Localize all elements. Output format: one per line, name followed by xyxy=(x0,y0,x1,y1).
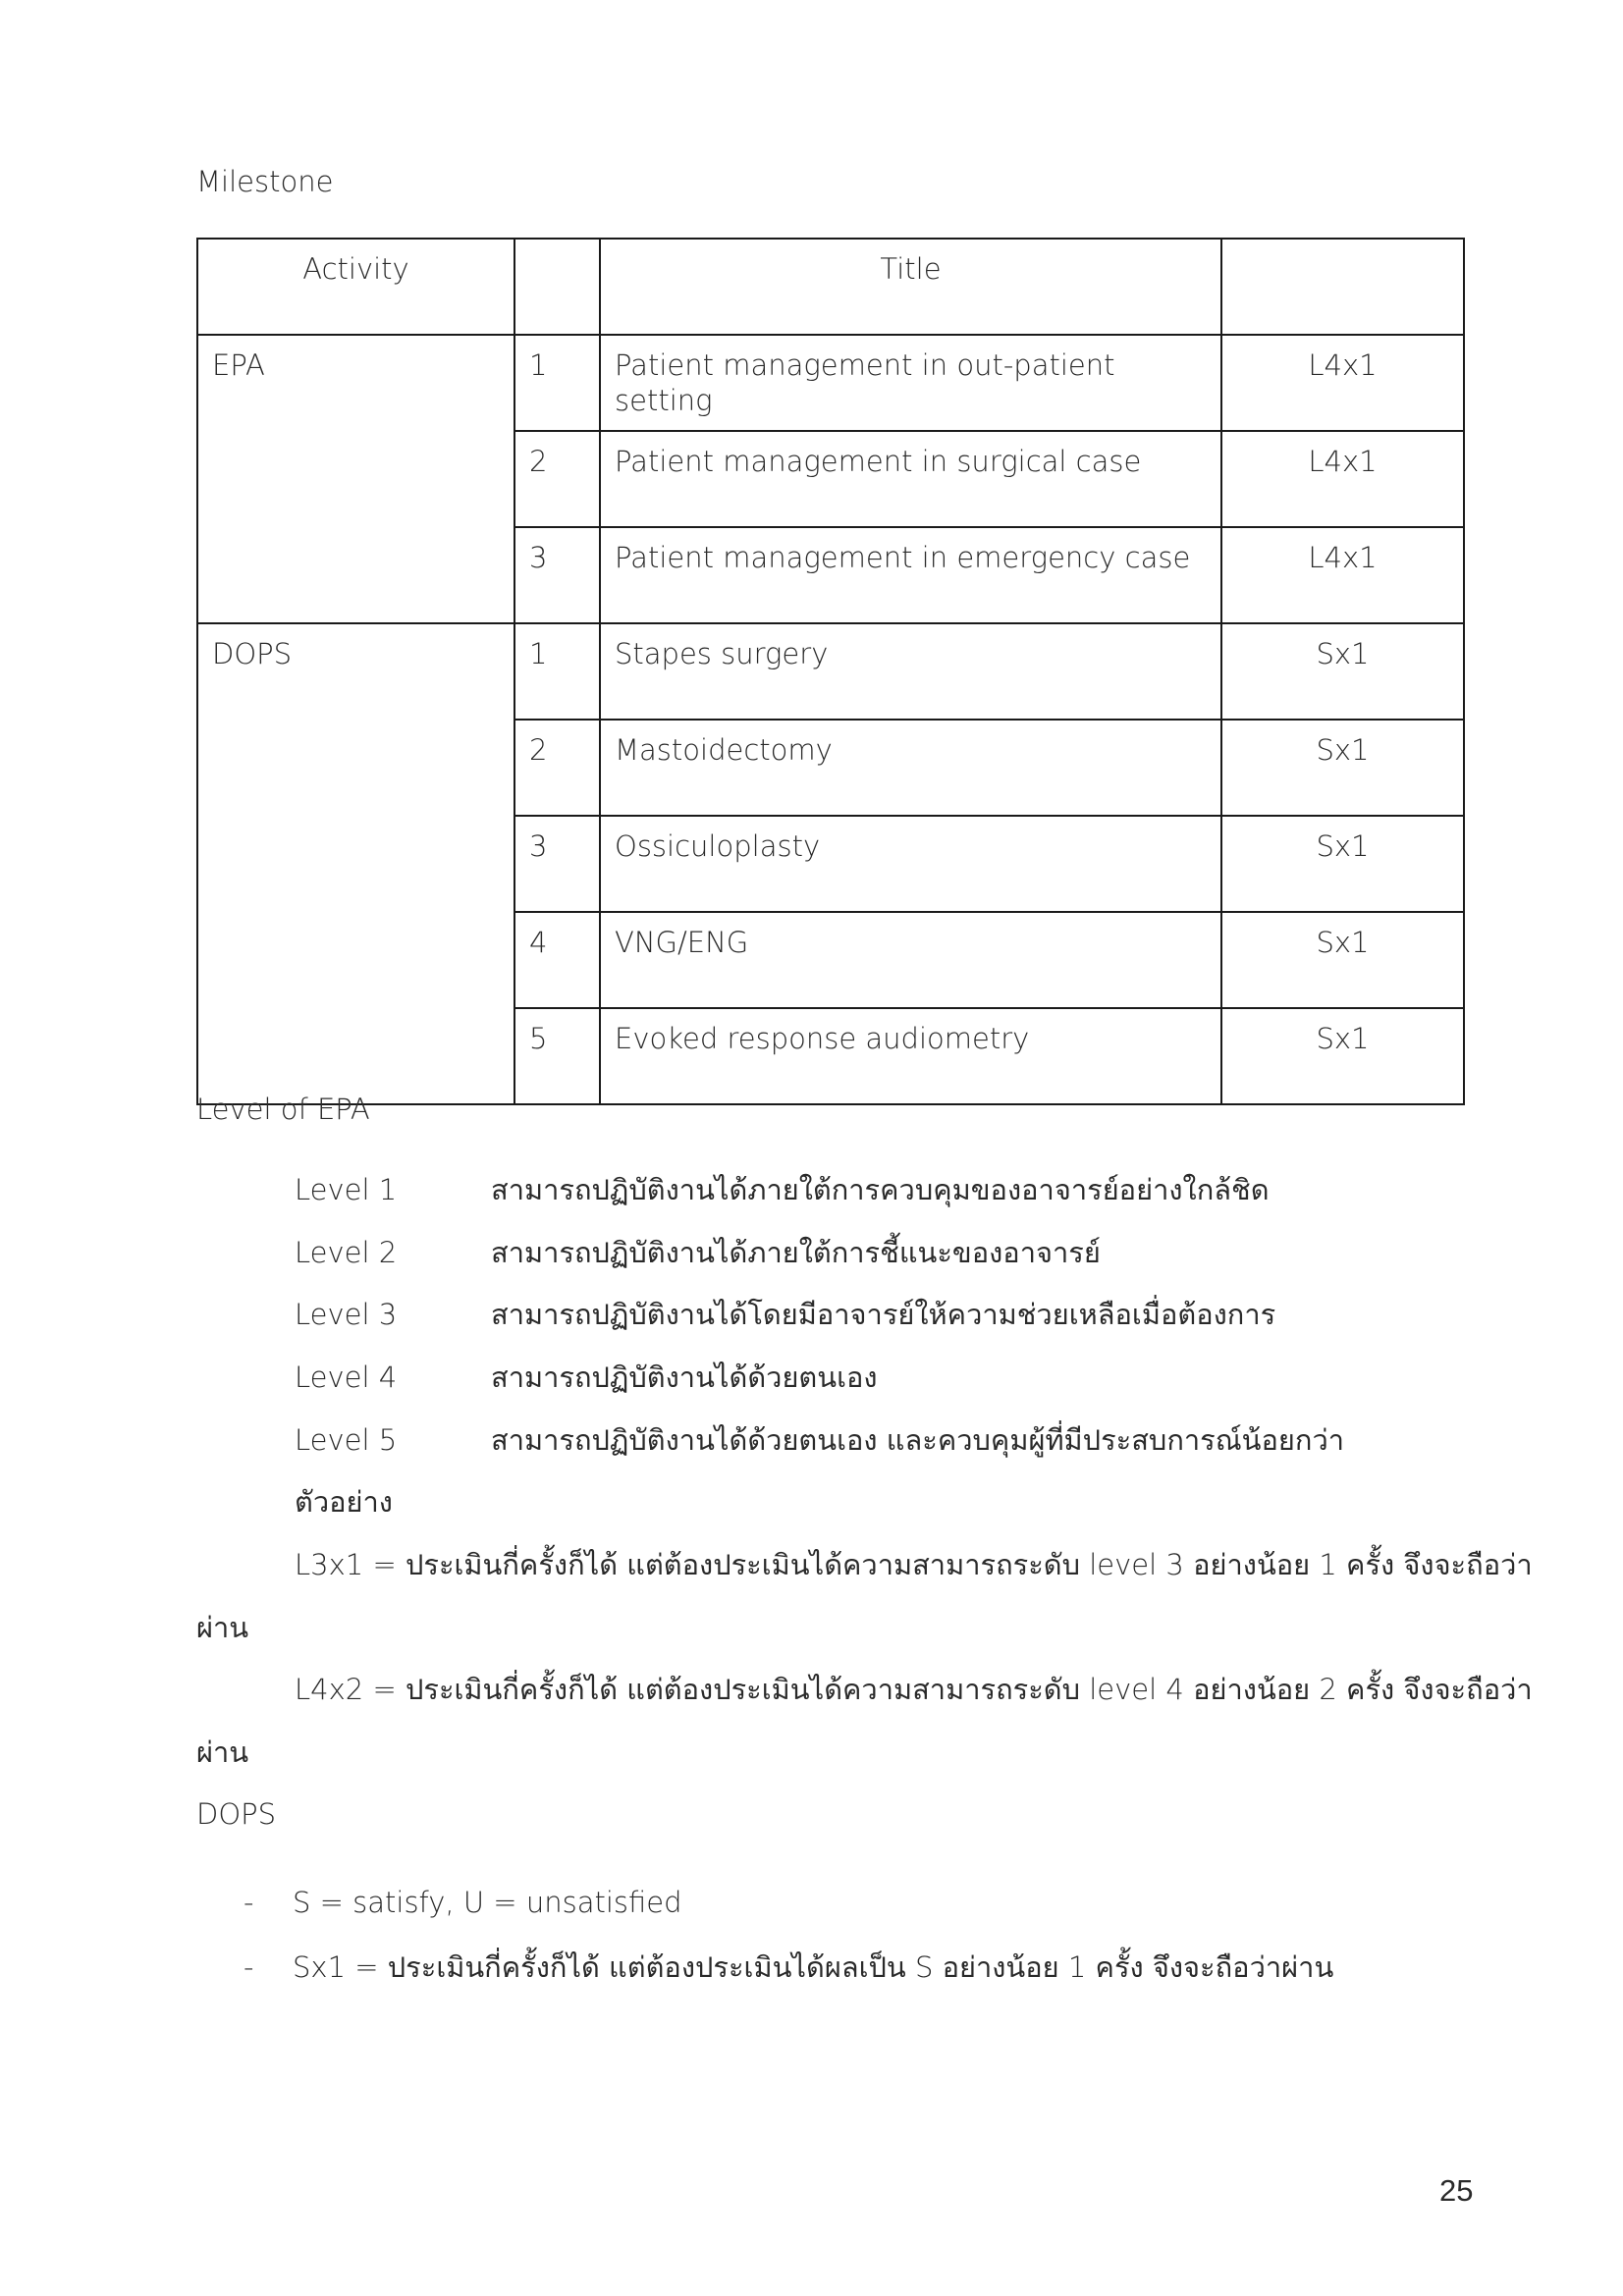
table-row xyxy=(197,623,1464,720)
row-number: 5 xyxy=(514,1008,600,1104)
example-2-line1: L4x2 = ประเมินกี่ครั้งก็ได้ แต่ต้องประเมินได้ความสามารถระดับ level 4 อย่างน้อย 2 ครั้ง จึงจะถือว่า xyxy=(295,1673,1533,1706)
header-title: Title xyxy=(600,239,1221,335)
level-3-name: Level 3 xyxy=(295,1298,398,1331)
example-1-line2: ผ่าน xyxy=(196,1611,249,1644)
page-number: 25 xyxy=(1439,2173,1474,2208)
row-title: Mastoidectomy xyxy=(600,720,1221,816)
level-1-desc: สามารถปฏิบัติงานได้ภายใต้การควบคุมของอาจารย์อย่างใกล้ชิด xyxy=(491,1173,1270,1206)
level-3-desc: สามารถปฏิบัติงานได้โดยมีอาจารย์ให้ความช่วยเหลือเมื่อต้องการ xyxy=(491,1298,1276,1331)
row-number: 3 xyxy=(514,816,600,912)
row-title: Patient management in out-patient setting xyxy=(600,335,1221,431)
row-requirement: L4x1 xyxy=(1221,431,1464,527)
row-number: 2 xyxy=(514,720,600,816)
activity-dops: DOPS xyxy=(197,623,514,1104)
row-title: Stapes surgery xyxy=(600,623,1221,720)
row-requirement: L4x1 xyxy=(1221,335,1464,431)
row-title: Patient management in emergency case xyxy=(600,527,1221,623)
row-number: 1 xyxy=(514,623,600,720)
row-title: Patient management in surgical case xyxy=(600,431,1221,527)
example-1-line1: L3x1 = ประเมินกี่ครั้งก็ได้ แต่ต้องประเมินได้ความสามารถระดับ level 3 อย่างน้อย 1 ครั้ง จึงจะถือว่า xyxy=(295,1548,1533,1581)
header-requirement xyxy=(1221,239,1464,335)
level-1-name: Level 1 xyxy=(295,1173,398,1206)
example-2-line2: ผ่าน xyxy=(196,1735,249,1769)
row-requirement: Sx1 xyxy=(1221,912,1464,1008)
level-5-desc: สามารถปฏิบัติงานได้ด้วยตนเอง และควบคุมผู้ที่มีประสบการณ์น้อยกว่า xyxy=(491,1423,1345,1457)
row-number: 1 xyxy=(514,335,600,431)
row-title: Ossiculoplasty xyxy=(600,816,1221,912)
row-number: 3 xyxy=(514,527,600,623)
row-requirement: Sx1 xyxy=(1221,1008,1464,1104)
dops-bullet-2: Sx1 = ประเมินกี่ครั้งก็ได้ แต่ต้องประเมินได้ผลเป็น S อย่างน้อย 1 ครั้ง จึงจะถือว่าผ่าน xyxy=(293,1950,1334,1984)
row-requirement: Sx1 xyxy=(1221,623,1464,720)
row-title: Evoked response audiometry xyxy=(600,1008,1221,1104)
level-4-name: Level 4 xyxy=(295,1361,398,1394)
level-5-name: Level 5 xyxy=(295,1423,398,1457)
row-requirement: Sx1 xyxy=(1221,816,1464,912)
milestone-table xyxy=(196,238,1465,1105)
row-number: 4 xyxy=(514,912,600,1008)
header-activity: Activity xyxy=(197,239,514,335)
dops-bullet-1: S = satisfy, U = unsatisfied xyxy=(293,1886,682,1919)
dops-heading: DOPS xyxy=(196,1797,277,1831)
row-title: VNG/ENG xyxy=(600,912,1221,1008)
level-2-name: Level 2 xyxy=(295,1236,398,1269)
level-2-desc: สามารถปฏิบัติงานได้ภายใต้การชี้แนะของอาจารย์ xyxy=(491,1236,1101,1269)
level-of-epa-heading: Level of EPA xyxy=(196,1093,370,1126)
header-number xyxy=(514,239,600,335)
milestone-heading: Milestone xyxy=(196,165,334,198)
level-4-desc: สามารถปฏิบัติงานได้ด้วยตนเอง xyxy=(491,1361,878,1394)
table-row xyxy=(197,335,1464,431)
bullet-marker: - xyxy=(243,1950,254,1984)
row-requirement: L4x1 xyxy=(1221,527,1464,623)
row-requirement: Sx1 xyxy=(1221,720,1464,816)
example-label: ตัวอย่าง xyxy=(295,1485,393,1519)
bullet-marker: - xyxy=(243,1886,254,1919)
table-header-row xyxy=(197,239,1464,335)
activity-epa: EPA xyxy=(197,335,514,623)
row-number: 2 xyxy=(514,431,600,527)
